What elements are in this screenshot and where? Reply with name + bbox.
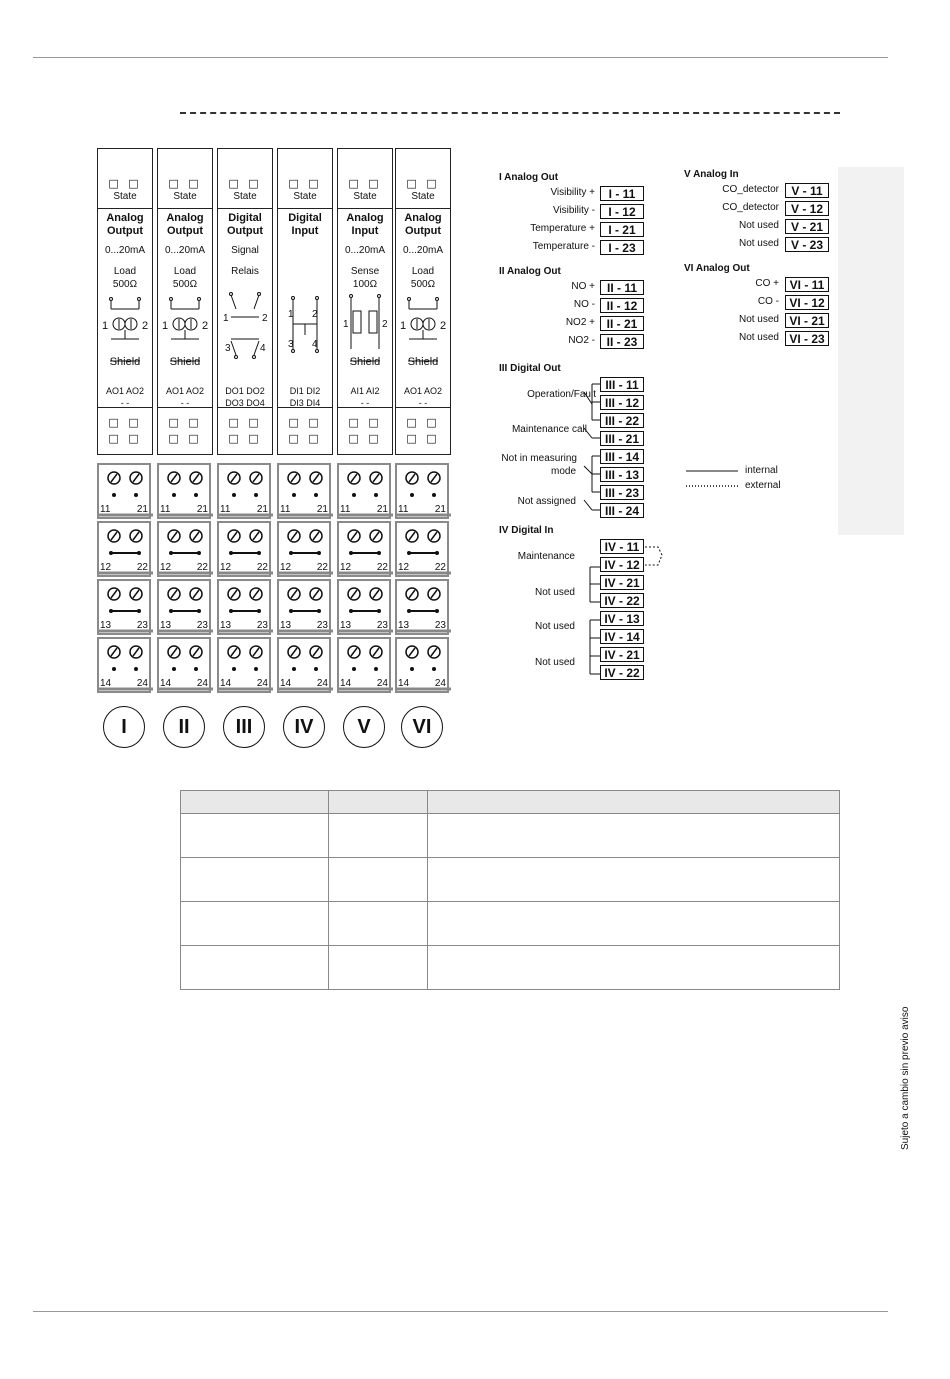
spec-label: Load xyxy=(173,266,197,277)
pin-dot xyxy=(194,493,198,497)
module-footer xyxy=(396,407,450,454)
terminal-number-right: 23 xyxy=(196,620,208,631)
status-leds: □ □ xyxy=(288,177,322,190)
io-labels xyxy=(158,385,212,409)
terminal-box: IV - 13 xyxy=(600,611,644,626)
terminal-box: II - 11 xyxy=(600,280,644,295)
pin-dot xyxy=(352,493,356,497)
signal-label: Visibility + xyxy=(550,187,595,198)
terminal-number-left: 13 xyxy=(100,620,112,631)
io-module xyxy=(395,148,451,455)
io-label-1: DI1 DI2 xyxy=(289,386,321,396)
terminal-box: I - 23 xyxy=(600,240,644,255)
terminal-block xyxy=(395,463,449,519)
module-type-line2: Input xyxy=(351,225,379,237)
side-note: Sujeto a cambio sin previo aviso xyxy=(900,1006,911,1150)
section-title: VI Analog Out xyxy=(684,263,750,274)
terminal-box: IV - 12 xyxy=(600,557,644,572)
signal-label: Not used xyxy=(534,621,575,632)
signal-label: Maintenance xyxy=(517,551,575,562)
module-type xyxy=(338,212,392,238)
status-leds: □ □ xyxy=(168,177,202,190)
io-module xyxy=(157,148,213,455)
io-label-1: AO1 AO2 xyxy=(105,386,145,396)
footer-leds-2: □ □ xyxy=(228,432,262,445)
terminal-block xyxy=(395,521,449,577)
pin-dot xyxy=(254,493,258,497)
module-spec: 0...20mA xyxy=(164,245,206,256)
svg-text:1: 1 xyxy=(288,309,294,320)
module-footer xyxy=(218,407,272,454)
io-label-2: - - xyxy=(418,398,428,408)
terminal-block xyxy=(277,463,331,519)
terminal-number-right: 23 xyxy=(256,620,268,631)
signal-label: Not used xyxy=(738,220,779,231)
terminal-block xyxy=(97,521,151,577)
pin-dot xyxy=(194,667,198,671)
terminal-number-left: 12 xyxy=(398,562,410,573)
io-labels xyxy=(218,385,272,409)
svg-text:2: 2 xyxy=(202,320,209,332)
io-module xyxy=(337,148,393,455)
terminal-box: VI - 21 xyxy=(785,313,829,328)
spec-label: Load xyxy=(411,266,435,277)
terminal-box: IV - 22 xyxy=(600,593,644,608)
module-number-badge: VI xyxy=(401,706,443,748)
terminal-box: III - 14 xyxy=(600,449,644,464)
io-label-1: DO1 DO2 xyxy=(225,386,265,396)
module-number-badge: III xyxy=(223,706,265,748)
pin-dot xyxy=(134,493,138,497)
pin-dot xyxy=(172,667,176,671)
signal-label: Maintenance call xyxy=(511,424,587,435)
terminal-block xyxy=(217,637,271,693)
terminal-box: IV - 22 xyxy=(600,665,644,680)
terminal-box: IV - 14 xyxy=(600,629,644,644)
terminal-number-right: 21 xyxy=(376,504,388,515)
io-label-2: - - xyxy=(180,398,190,408)
section-title: III Digital Out xyxy=(499,363,561,374)
terminal-number-left: 12 xyxy=(100,562,112,573)
footer-leds-1: □ □ xyxy=(288,416,322,429)
io-labels xyxy=(338,385,392,409)
signal-label: NO + xyxy=(571,281,595,292)
signal-label: NO2 + xyxy=(565,317,595,328)
pin-dot xyxy=(410,667,414,671)
table-row xyxy=(181,858,840,902)
pin-dot xyxy=(112,493,116,497)
divider xyxy=(158,208,212,209)
divider xyxy=(338,208,392,209)
pin-dot xyxy=(134,667,138,671)
terminal-block xyxy=(97,463,151,519)
module-type-line1: Analog xyxy=(106,212,144,224)
footer-leds-2: □ □ xyxy=(108,432,142,445)
pin-dot xyxy=(232,667,236,671)
signal-label: Not used xyxy=(738,238,779,249)
svg-text:1: 1 xyxy=(343,319,349,330)
status-leds: □ □ xyxy=(228,177,262,190)
pin-dot xyxy=(292,667,296,671)
signal-label: NO - xyxy=(573,299,595,310)
terminal-box: III - 22 xyxy=(600,413,644,428)
state-label: State xyxy=(411,191,435,202)
terminal-number-right: 22 xyxy=(316,562,328,573)
signal-label: CO + xyxy=(755,278,779,289)
divider xyxy=(218,208,272,209)
pin-dot xyxy=(172,493,176,497)
module-footer xyxy=(158,407,212,454)
pin-dot xyxy=(314,667,318,671)
table-header-row xyxy=(181,791,840,814)
legend-external-label: external xyxy=(745,480,781,491)
signal-label: NO2 - xyxy=(568,335,595,346)
terminal-number-left: 14 xyxy=(340,678,352,689)
io-label-1: AO1 AO2 xyxy=(403,386,443,396)
section-title: II Analog Out xyxy=(499,266,561,277)
module-spec: 0...20mA xyxy=(402,245,444,256)
state-label: State xyxy=(293,191,317,202)
pin-dot xyxy=(232,493,236,497)
terminal-number-right: 23 xyxy=(316,620,328,631)
terminal-block xyxy=(157,579,211,635)
svg-text:2: 2 xyxy=(262,313,268,324)
external-jumper xyxy=(645,547,662,565)
terminal-block xyxy=(337,463,391,519)
terminal-box: VI - 12 xyxy=(785,295,829,310)
module-type xyxy=(218,212,272,238)
io-label-1: AO1 AO2 xyxy=(165,386,205,396)
module-spec-detail xyxy=(396,265,450,291)
svg-text:2: 2 xyxy=(312,309,318,320)
svg-text:1: 1 xyxy=(162,320,169,332)
terminal-number-right: 22 xyxy=(256,562,268,573)
spec-label: Sense xyxy=(350,266,380,277)
spec-label: Relais xyxy=(231,266,259,277)
signal-label: Not used xyxy=(738,332,779,343)
terminal-number-left: 11 xyxy=(280,504,291,515)
module-type-line1: Digital xyxy=(288,212,322,224)
module-number-badge: I xyxy=(103,706,145,748)
module-spec-detail xyxy=(98,265,152,291)
state-label: State xyxy=(353,191,377,202)
terminal-box: III - 24 xyxy=(600,503,644,518)
module-number-badge: IV xyxy=(283,706,325,748)
terminal-box: IV - 21 xyxy=(600,647,644,662)
divider xyxy=(396,208,450,209)
signal-label: CO_detector xyxy=(722,202,779,213)
terminal-number-right: 22 xyxy=(376,562,388,573)
terminal-number-right: 23 xyxy=(136,620,148,631)
pin-dot xyxy=(292,493,296,497)
terminal-number-left: 12 xyxy=(220,562,232,573)
shield-label: Shield xyxy=(169,356,201,368)
terminal-number-left: 12 xyxy=(340,562,352,573)
module-type-line1: Analog xyxy=(166,212,204,224)
pin-dot xyxy=(374,493,378,497)
io-label-2: DI3 DI4 xyxy=(289,398,321,408)
terminal-box: I - 11 xyxy=(600,186,644,201)
module-number-badge: V xyxy=(343,706,385,748)
terminal-box: I - 21 xyxy=(600,222,644,237)
io-label-2: DO3 DO4 xyxy=(225,398,265,408)
signal-label: Not used xyxy=(738,314,779,325)
terminal-number-left: 14 xyxy=(280,678,292,689)
terminal-box: III - 23 xyxy=(600,485,644,500)
terminal-number-left: 12 xyxy=(160,562,172,573)
connection-table xyxy=(180,790,840,990)
terminal-number-left: 13 xyxy=(280,620,292,631)
module-type-line1: Analog xyxy=(404,212,442,224)
terminal-block xyxy=(277,579,331,635)
terminal-box: IV - 21 xyxy=(600,575,644,590)
terminal-box: V - 12 xyxy=(785,201,829,216)
module-type-line2: Input xyxy=(291,225,319,237)
terminal-number-left: 11 xyxy=(160,504,171,515)
terminal-box: V - 21 xyxy=(785,219,829,234)
terminal-number-right: 21 xyxy=(316,504,328,515)
legend-internal-label: internal xyxy=(745,465,778,476)
terminal-block xyxy=(97,579,151,635)
terminal-box: V - 11 xyxy=(785,183,829,198)
terminal-box: III - 21 xyxy=(600,431,644,446)
io-module xyxy=(277,148,333,455)
diagram-background xyxy=(838,167,904,535)
module-type-line1: Digital xyxy=(228,212,262,224)
status-leds: □ □ xyxy=(348,177,382,190)
terminal-block xyxy=(157,463,211,519)
top-rule xyxy=(33,57,888,58)
divider xyxy=(98,208,152,209)
io-label-2: - - xyxy=(120,398,130,408)
svg-text:2: 2 xyxy=(440,320,447,332)
module-number-badge: II xyxy=(163,706,205,748)
table-row xyxy=(181,902,840,946)
state-label: State xyxy=(173,191,197,202)
io-labels xyxy=(98,385,152,409)
svg-text:3: 3 xyxy=(225,343,231,354)
terminal-number-right: 21 xyxy=(136,504,148,515)
terminal-block xyxy=(337,579,391,635)
module-footer xyxy=(338,407,392,454)
terminal-number-left: 11 xyxy=(220,504,231,515)
shield-label: Shield xyxy=(407,356,439,368)
terminal-box: II - 12 xyxy=(600,298,644,313)
terminal-number-right: 24 xyxy=(316,678,328,689)
io-label-2: - - xyxy=(360,398,370,408)
terminal-block xyxy=(337,521,391,577)
terminal-number-right: 22 xyxy=(434,562,446,573)
signal-label: Not used xyxy=(534,657,575,668)
svg-text:1: 1 xyxy=(223,313,229,324)
footer-leds-2: □ □ xyxy=(406,432,440,445)
shield-label: Shield xyxy=(349,356,381,368)
terminal-number-right: 21 xyxy=(196,504,208,515)
terminal-number-left: 13 xyxy=(160,620,172,631)
terminal-block xyxy=(157,521,211,577)
terminal-block xyxy=(337,637,391,693)
footer-leds-2: □ □ xyxy=(288,432,322,445)
status-leds: □ □ xyxy=(406,177,440,190)
svg-text:3: 3 xyxy=(288,339,294,350)
shield-label: Shield xyxy=(109,356,141,368)
section-title: I Analog Out xyxy=(499,172,559,183)
io-labels xyxy=(396,385,450,409)
terminal-number-left: 14 xyxy=(100,678,112,689)
footer-leds-1: □ □ xyxy=(168,416,202,429)
footer-leds-1: □ □ xyxy=(228,416,262,429)
footer-leds-1: □ □ xyxy=(348,416,382,429)
module-spec: 0...20mA xyxy=(344,245,386,256)
digital-input-icon xyxy=(278,289,332,369)
signal-label: Operation/Fault xyxy=(527,389,596,400)
terminal-number-right: 22 xyxy=(196,562,208,573)
footer-leds-2: □ □ xyxy=(348,432,382,445)
module-type-line2: Output xyxy=(404,225,442,237)
terminal-box: II - 21 xyxy=(600,316,644,331)
terminal-number-right: 24 xyxy=(196,678,208,689)
terminal-number-right: 21 xyxy=(256,504,268,515)
module-type-line2: Output xyxy=(106,225,144,237)
state-label: State xyxy=(233,191,257,202)
module-footer xyxy=(278,407,332,454)
signal-label: Not in measuring xyxy=(501,453,577,464)
divider xyxy=(278,208,332,209)
module-type xyxy=(98,212,152,238)
terminal-block xyxy=(277,521,331,577)
terminal-box: VI - 23 xyxy=(785,331,829,346)
terminal-block xyxy=(277,637,331,693)
module-spec-detail xyxy=(158,265,212,291)
terminal-block xyxy=(157,637,211,693)
signal-label: Visibility - xyxy=(552,205,595,216)
spec-value: 500Ω xyxy=(112,279,138,290)
module-type xyxy=(158,212,212,238)
terminal-box: VI - 11 xyxy=(785,277,829,292)
pin-dot xyxy=(314,493,318,497)
signal-label: CO - xyxy=(757,296,779,307)
terminal-box: I - 12 xyxy=(600,204,644,219)
section-title: IV Digital In xyxy=(499,525,554,536)
spec-value: 500Ω xyxy=(410,279,436,290)
module-type-line1: Analog xyxy=(346,212,384,224)
footer-leds-1: □ □ xyxy=(108,416,142,429)
table-row xyxy=(181,946,840,990)
terminal-number-left: 14 xyxy=(220,678,232,689)
io-module xyxy=(97,148,153,455)
signal-label: Temperature - xyxy=(532,241,595,252)
svg-text:2: 2 xyxy=(142,320,149,332)
svg-text:4: 4 xyxy=(312,339,318,350)
terminal-number-left: 14 xyxy=(160,678,172,689)
svg-text:4: 4 xyxy=(260,343,266,354)
terminal-number-right: 22 xyxy=(136,562,148,573)
terminal-box: IV - 11 xyxy=(600,539,644,554)
section-dash-rule xyxy=(180,112,840,114)
terminal-number-left: 11 xyxy=(340,504,351,515)
section-title: V Analog In xyxy=(684,169,739,180)
spec-value: 100Ω xyxy=(352,279,378,290)
terminal-number-left: 11 xyxy=(398,504,409,515)
pin-dot xyxy=(432,667,436,671)
terminal-box: V - 23 xyxy=(785,237,829,252)
module-footer xyxy=(98,407,152,454)
terminal-number-left: 11 xyxy=(100,504,111,515)
module-spec-detail xyxy=(338,265,392,291)
module-type xyxy=(396,212,450,238)
module-spec: 0...20mA xyxy=(104,245,146,256)
svg-text:2: 2 xyxy=(382,319,388,330)
pin-dot xyxy=(432,493,436,497)
terminal-number-right: 21 xyxy=(434,504,446,515)
relay-contact-icon xyxy=(218,289,272,369)
terminal-number-left: 13 xyxy=(220,620,232,631)
terminal-number-right: 23 xyxy=(376,620,388,631)
terminal-block xyxy=(217,579,271,635)
terminal-block xyxy=(217,521,271,577)
status-leds: □ □ xyxy=(108,177,142,190)
io-labels xyxy=(278,385,332,409)
module-spec-detail xyxy=(218,265,272,278)
signal-label: mode xyxy=(550,466,576,477)
terminal-number-right: 24 xyxy=(256,678,268,689)
signal-label: CO_detector xyxy=(722,184,779,195)
terminal-number-left: 14 xyxy=(398,678,410,689)
spec-label: Load xyxy=(113,266,137,277)
terminal-number-left: 13 xyxy=(340,620,352,631)
pin-dot xyxy=(112,667,116,671)
io-module xyxy=(217,148,273,455)
terminal-number-right: 24 xyxy=(376,678,388,689)
pin-dot xyxy=(410,493,414,497)
terminal-box: II - 23 xyxy=(600,334,644,349)
terminal-block xyxy=(217,463,271,519)
module-type-line2: Output xyxy=(166,225,204,237)
signal-label: Not used xyxy=(534,587,575,598)
module-type-line2: Output xyxy=(226,225,264,237)
terminal-block xyxy=(395,579,449,635)
state-label: State xyxy=(113,191,137,202)
terminal-block xyxy=(395,637,449,693)
signal-label: Temperature + xyxy=(530,223,595,234)
table-row xyxy=(181,814,840,858)
svg-text:1: 1 xyxy=(102,320,109,332)
module-type xyxy=(278,212,332,238)
terminal-block xyxy=(97,637,151,693)
module-spec: Signal xyxy=(231,245,259,256)
svg-text:1: 1 xyxy=(400,320,407,332)
terminal-number-left: 12 xyxy=(280,562,292,573)
terminal-number-left: 13 xyxy=(398,620,410,631)
footer-leds-1: □ □ xyxy=(406,416,440,429)
bottom-rule xyxy=(33,1311,888,1312)
footer-leds-2: □ □ xyxy=(168,432,202,445)
terminal-box: III - 13 xyxy=(600,467,644,482)
spec-value: 500Ω xyxy=(172,279,198,290)
terminal-box: III - 11 xyxy=(600,377,644,392)
terminal-number-right: 23 xyxy=(434,620,446,631)
terminal-number-right: 24 xyxy=(434,678,446,689)
pin-dot xyxy=(352,667,356,671)
io-label-1: AI1 AI2 xyxy=(350,386,380,396)
pin-dot xyxy=(254,667,258,671)
terminal-number-right: 24 xyxy=(136,678,148,689)
signal-label: Not assigned xyxy=(517,496,576,507)
terminal-box: III - 12 xyxy=(600,395,644,410)
pin-dot xyxy=(374,667,378,671)
